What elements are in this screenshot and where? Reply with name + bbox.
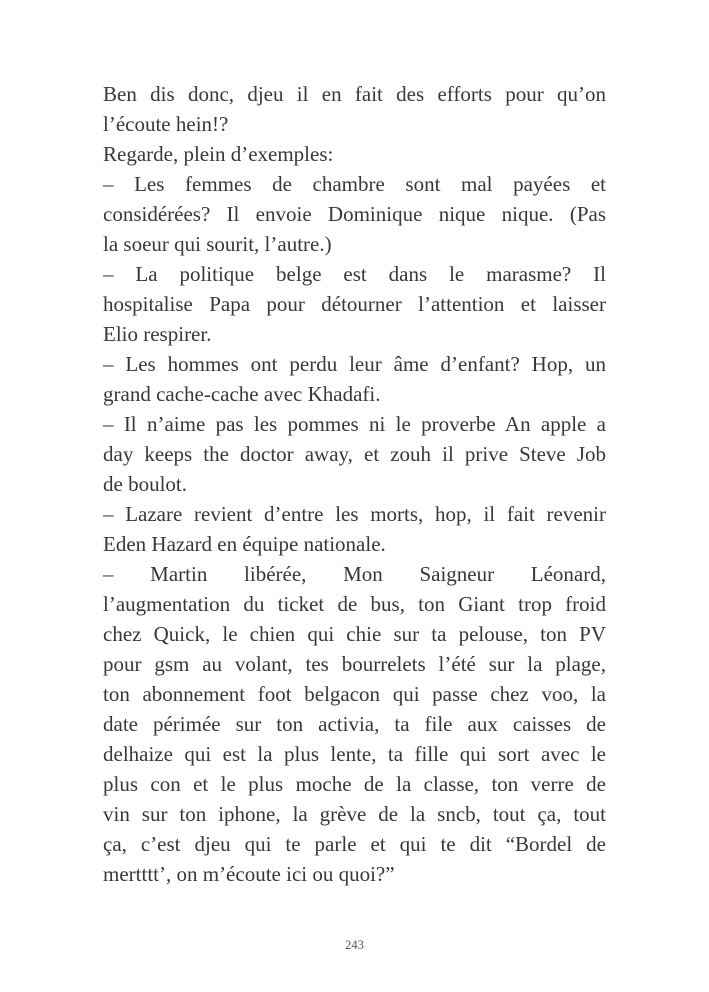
page-number: 243 <box>345 938 364 952</box>
text-line: Eden Hazard en équipe nationale. <box>103 532 386 556</box>
paragraph <box>103 499 606 559</box>
text-line: ça, c’est djeu qui te parle et qui te dit “Bordel de <box>103 832 606 856</box>
page-text <box>103 79 606 889</box>
text-line: – Lazare revient d’entre les morts, hop, il fait revenir <box>103 502 606 526</box>
paragraph <box>103 409 606 499</box>
text-line: – Martin libérée, Mon Saigneur Léonard, <box>103 562 606 586</box>
text-line: chez Quick, le chien qui chie sur ta pelouse, ton PV <box>103 622 606 646</box>
text-line: mertttt’, on m’écoute ici ou quoi?” <box>103 862 395 886</box>
paragraph <box>103 139 606 169</box>
text-line: grand cache-cache avec Khadafi. <box>103 382 381 406</box>
text-line: Elio respirer. <box>103 322 212 346</box>
text-line: day keeps the doctor away, et zouh il prive Steve Job <box>103 442 606 466</box>
text-line: considérées? Il envoie Dominique nique nique. (Pas <box>103 202 606 226</box>
paragraph <box>103 559 606 889</box>
text-line: de boulot. <box>103 472 187 496</box>
text-line: la soeur qui sourit, l’autre.) <box>103 232 332 256</box>
text-line: – La politique belge est dans le marasme? Il <box>103 262 606 286</box>
text-line: date périmée sur ton activia, ta file aux caisses de <box>103 712 606 736</box>
text-line: – Il n’aime pas les pommes ni le proverbe An apple a <box>103 412 606 436</box>
text-line: Ben dis donc, djeu il en fait des efforts pour qu’on <box>103 82 606 106</box>
text-line: ton abonnement foot belgacon qui passe chez voo, la <box>103 682 606 706</box>
text-line: l’écoute hein!? <box>103 112 229 136</box>
text-line: pour gsm au volant, tes bourrelets l’été sur la plage, <box>103 652 606 676</box>
text-line: Regarde, plein d’exemples: <box>103 142 334 166</box>
text-line: delhaize qui est la plus lente, ta fille qui sort avec le <box>103 742 606 766</box>
paragraph <box>103 259 606 349</box>
paragraph <box>103 79 606 139</box>
text-line: plus con et le plus moche de la classe, ton verre de <box>103 772 606 796</box>
text-line: – Les hommes ont perdu leur âme d’enfant? Hop, un <box>103 352 606 376</box>
paragraph <box>103 169 606 259</box>
text-line: – Les femmes de chambre sont mal payées et <box>103 172 606 196</box>
text-line: l’augmentation du ticket de bus, ton Giant trop froid <box>103 592 606 616</box>
text-line: vin sur ton iphone, la grève de la sncb, tout ça, tout <box>103 802 606 826</box>
text-line: hospitalise Papa pour détourner l’attention et laisser <box>103 292 606 316</box>
paragraph <box>103 349 606 409</box>
